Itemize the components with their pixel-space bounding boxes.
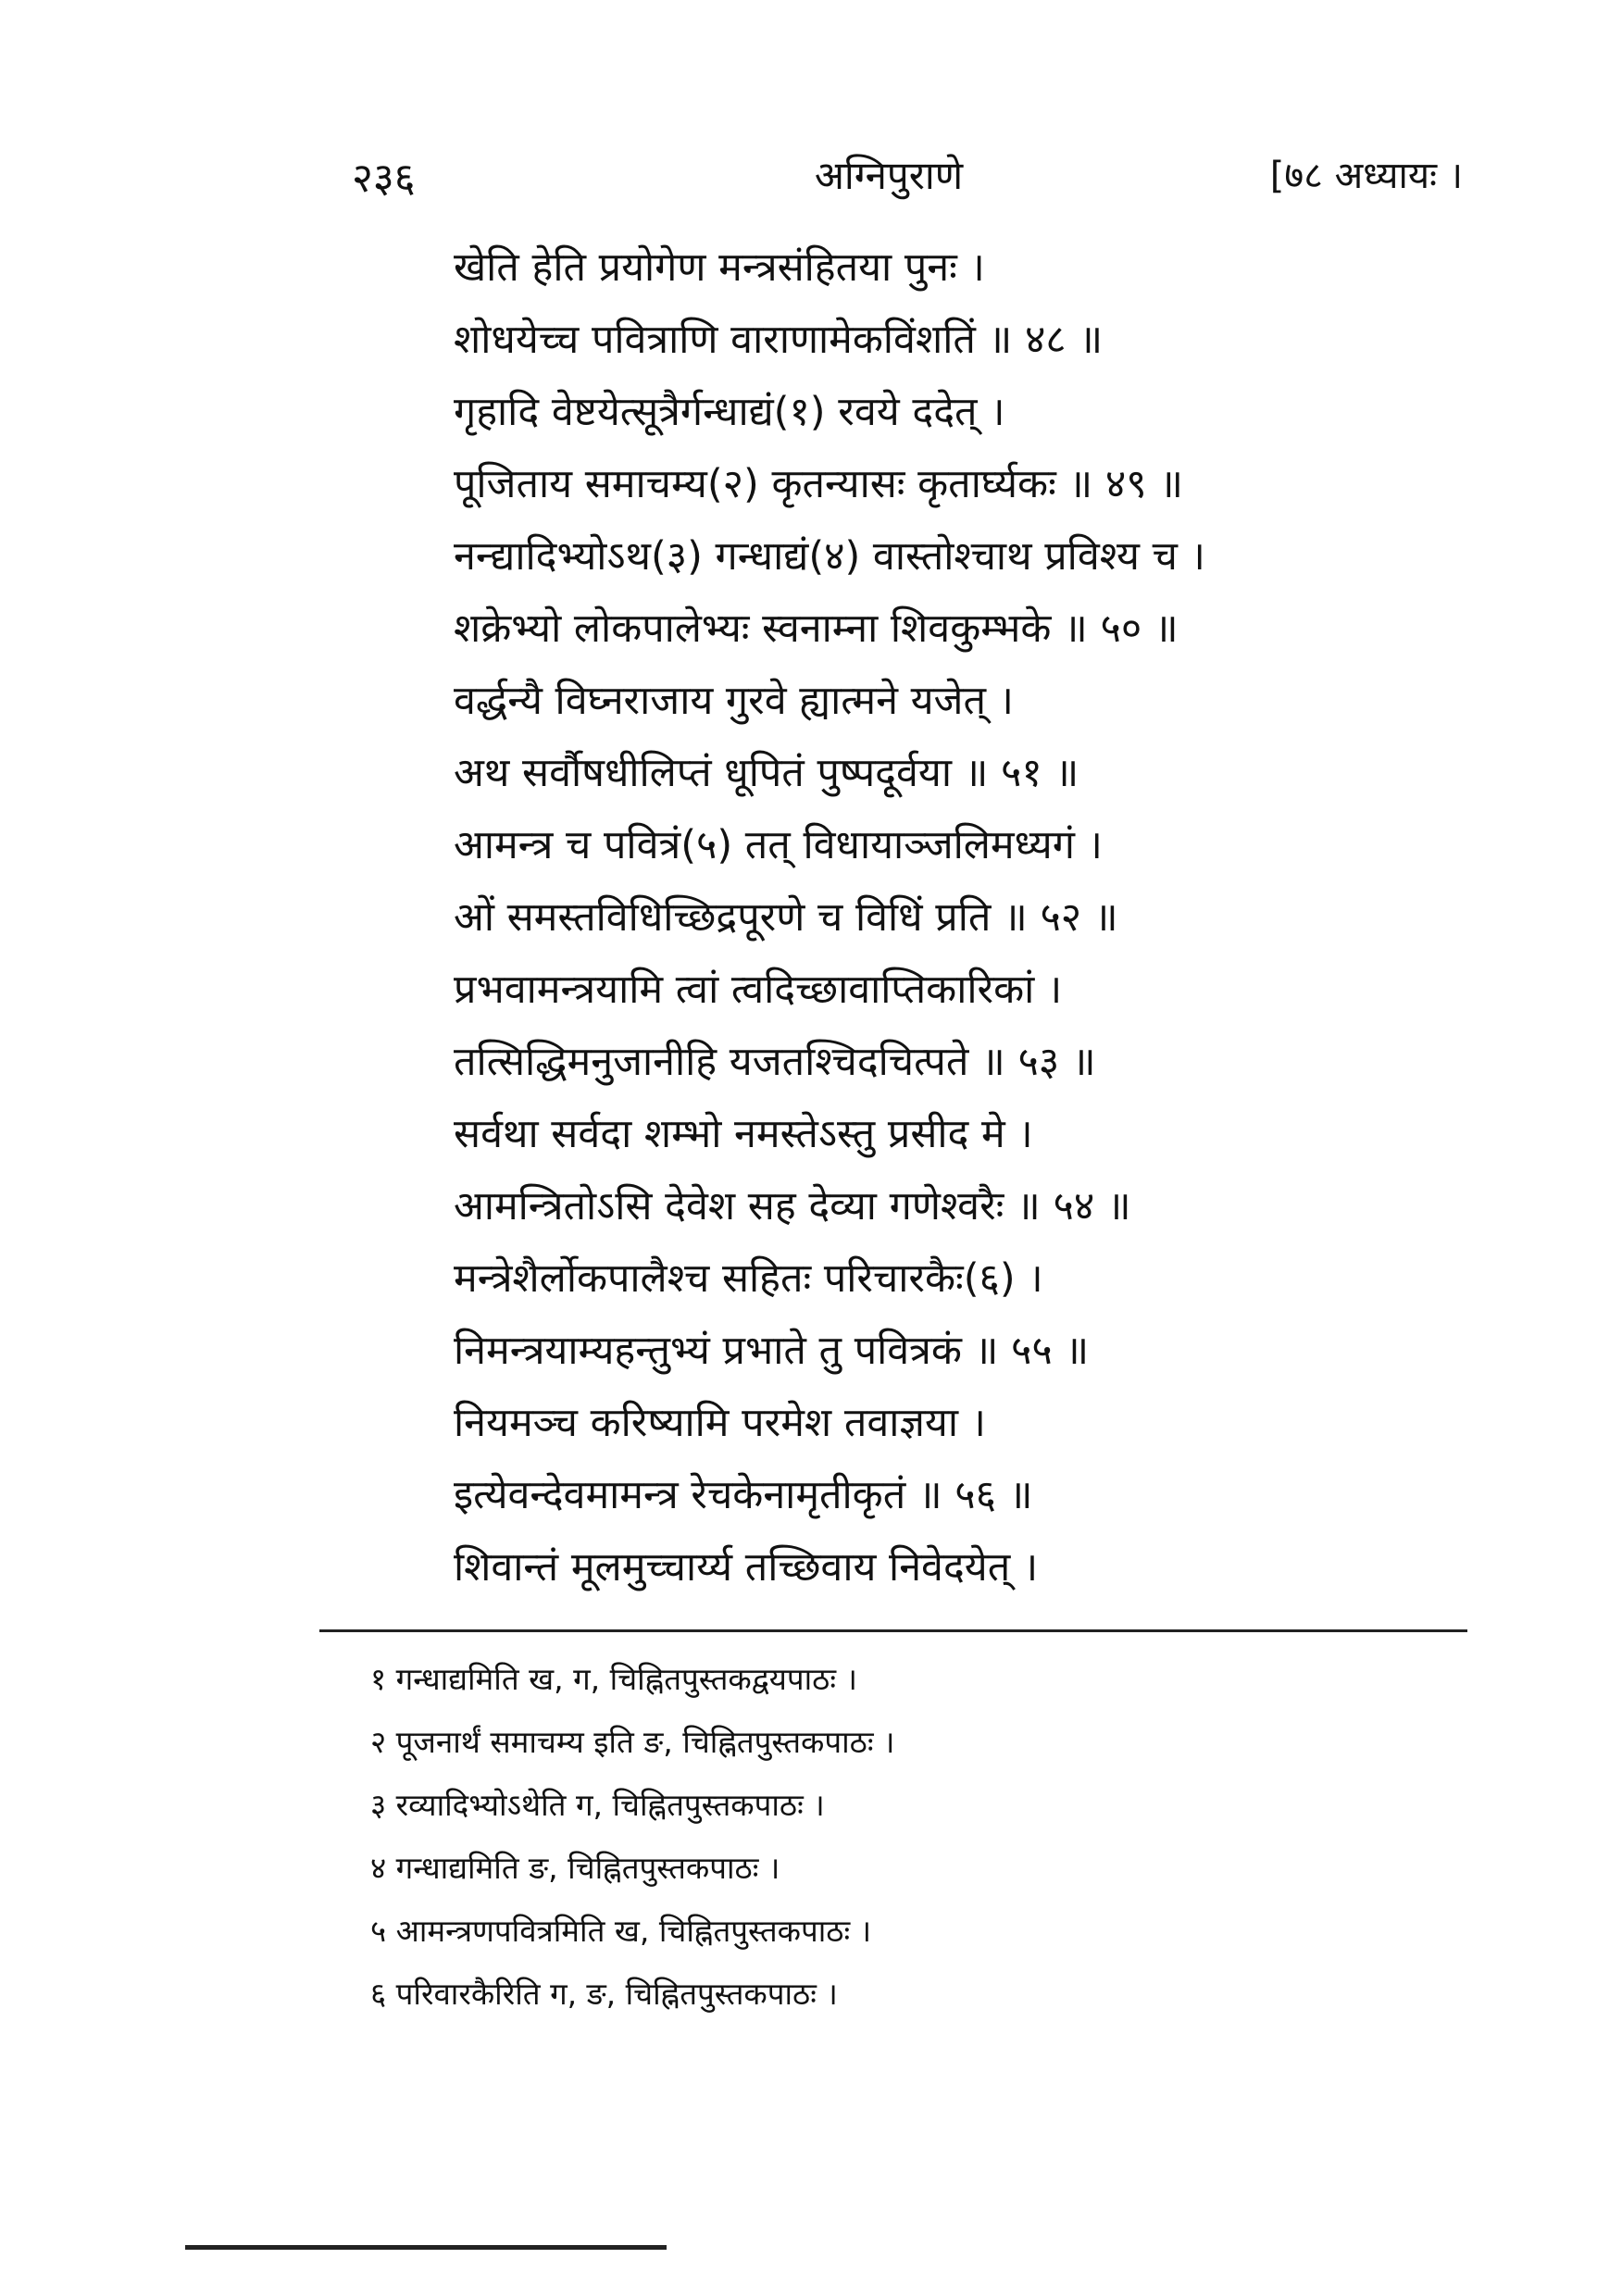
- page-header: [315, 148, 1463, 213]
- verse-line: निमन्त्रयाम्यहन्तुभ्यं प्रभाते तु पवित्रकं ॥ ५५ ॥: [454, 1328, 1090, 1374]
- verse-line: पूजिताय समाचम्य(२) कृतन्यासः कृतार्घ्यकः ॥ ४९ ॥: [454, 461, 1183, 507]
- footnote: ४ गन्धाद्यमिति ङ, चिह्नितपुस्तकपाठः ।: [370, 1850, 780, 1886]
- verse-line: वर्द्धन्यै विघ्नराजाय गुरवे ह्यात्मने यजेत् ।: [454, 678, 1014, 724]
- verse-line: ओं समस्तविधिच्छिद्रपूरणे च विधिं प्रति ॥ ५२ ॥: [454, 894, 1118, 941]
- verse-line: गृहादि वेष्टयेत्सूत्रैर्गन्धाद्यं(१) रवये ददेत् ।: [454, 389, 1005, 435]
- footnote: ३ रव्यादिभ्योऽथेति ग, चिह्नितपुस्तकपाठः ।: [370, 1787, 825, 1823]
- verse-line: अथ सर्वौषधीलिप्तं धूपितं पुष्पदूर्वया ॥ ५१ ॥: [454, 750, 1079, 796]
- verse-line: तत्सिद्धिमनुजानीहि यजतश्चिदचित्पते ॥ ५३ ॥: [454, 1039, 1096, 1085]
- verse-line: इत्येवन्देवमामन्त्र रेचकेनामृतीकृतं ॥ ५६ ॥: [454, 1472, 1033, 1518]
- verse-line: सर्वथा सर्वदा शम्भो नमस्तेऽस्तु प्रसीद मे ।: [454, 1111, 1033, 1157]
- footnotes: [370, 1648, 1435, 2026]
- footnote: ६ परिवारकैरिति ग, ङ, चिह्नितपुस्तकपाठः ।: [370, 1976, 838, 2012]
- verse-block: [454, 231, 1472, 1603]
- footnote: २ पूजनार्थं समाचम्य इति ङ, चिह्नितपुस्तकपाठः ।: [370, 1724, 895, 1760]
- verse-line: नियमञ्च करिष्यामि परमेश तवाज्ञया ।: [454, 1400, 986, 1446]
- footnote-divider: [319, 1629, 1467, 1632]
- footnote: १ गन्धाद्यमिति ख, ग, चिह्नितपुस्तकद्वयपाठः ।: [370, 1661, 858, 1697]
- verse-line: मन्त्रेशैर्लोकपालैश्च सहितः परिचारकैः(६) ।: [454, 1255, 1043, 1302]
- verse-line: शक्रेभ्यो लोकपालेभ्यः स्वनाम्ना शिवकुम्भके ॥ ५० ॥: [454, 605, 1179, 652]
- verse-line: प्रभवामन्त्रयामि त्वां त्वदिच्छावाप्तिकारिकां ।: [454, 967, 1063, 1013]
- verse-line: आमन्त्रितोऽसि देवेश सह देव्या गणेश्वरैः ॥ ५४ ॥: [454, 1183, 1131, 1229]
- verse-line: आमन्त्र च पवित्रं(५) तत् विधायाञ्जलिमध्यगं ।: [454, 822, 1103, 868]
- verse-line: नन्द्यादिभ्योऽथ(३) गन्धाद्यं(४) वास्तोश्चाथ प्रविश्य च ।: [454, 533, 1205, 580]
- bottom-divider: [185, 2245, 667, 2250]
- footnote: ५ आमन्त्रणपवित्रमिति ख, चिह्नितपुस्तकपाठः ।: [370, 1913, 872, 1949]
- verse-line: शोधयेच्च पवित्राणि वाराणामेकविंशतिं ॥ ४८ ॥: [454, 317, 1104, 363]
- page-number: २३६: [352, 155, 416, 202]
- running-title: अग्निपुराणे: [814, 153, 964, 198]
- verse-line: खेति हेति प्रयोगेण मन्त्रसंहितया पुनः ।: [454, 244, 985, 291]
- chapter-label: [७८ अध्यायः ।: [1269, 155, 1463, 197]
- verse-line: शिवान्तं मूलमुच्चार्य्य तच्छिवाय निवेदयेत् ।: [454, 1544, 1039, 1591]
